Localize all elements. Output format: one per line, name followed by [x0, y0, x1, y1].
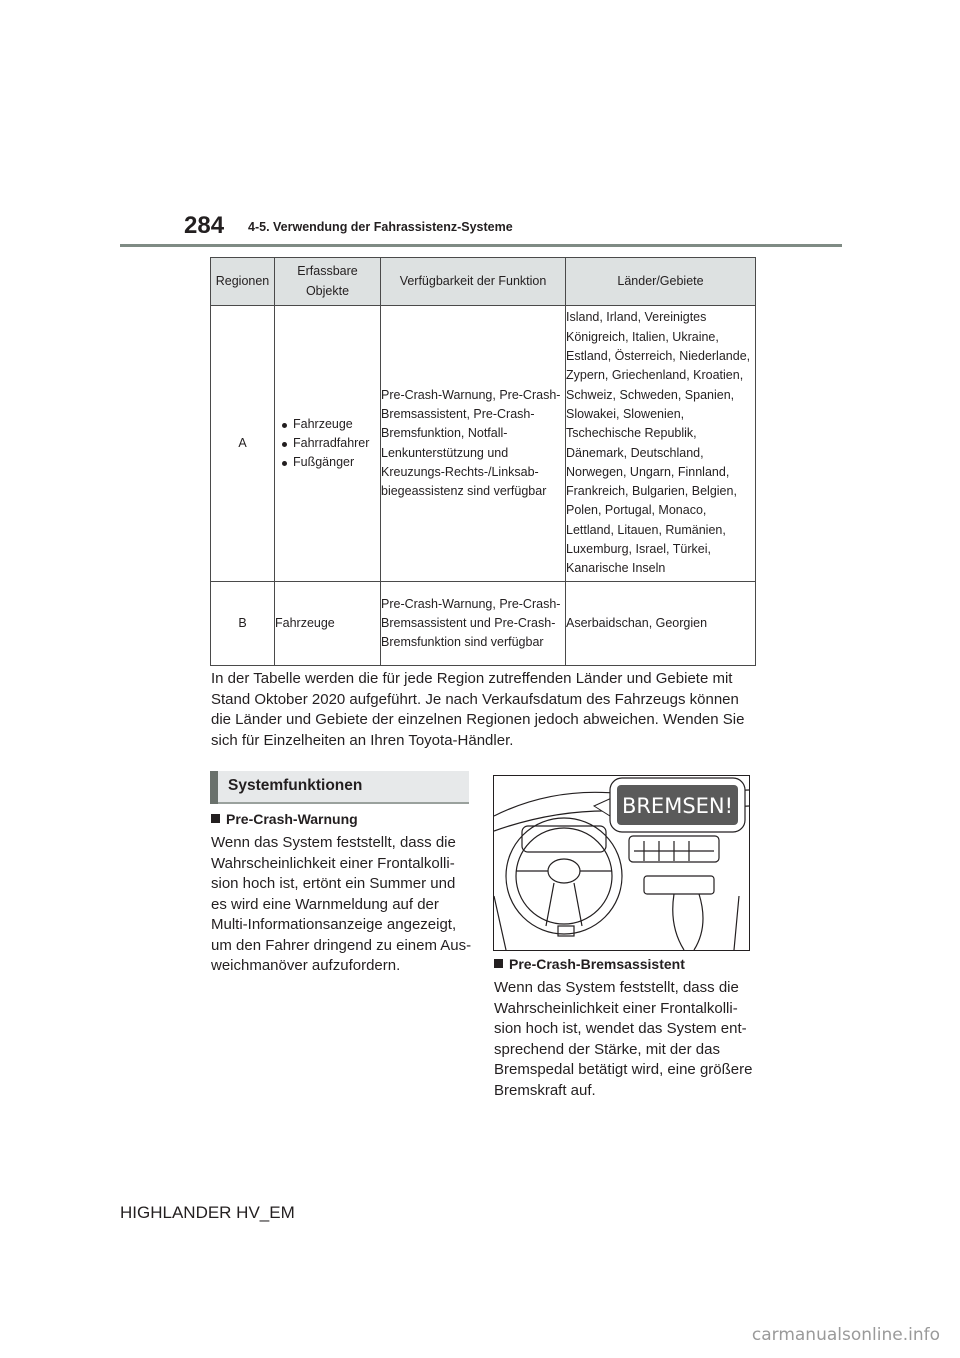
objects-list: [275, 415, 380, 473]
feature-pre-crash-warning: [211, 811, 473, 977]
function-cell: Pre-Crash-Warnung, Pre-Crash-Bremsassistent und Pre-Crash-Bremsfunktion sind verfügbar: [381, 582, 566, 666]
function-cell: Pre-Crash-Warnung, Pre-Crash-Bremsassistent, Pre-Crash-Bremsfunktion, Notfall-Lenkunterstützung und Kreuzungs-Rechts-/Linksabbiegeassistenz sind verfügbar: [381, 306, 566, 582]
feature-title-text: Pre-Crash-Warnung: [226, 811, 358, 827]
countries-cell: Aserbaidschan, Georgien: [566, 582, 756, 666]
footer-model-name: HIGHLANDER HV_EM: [120, 1203, 295, 1222]
dashboard-illustration: [493, 775, 750, 951]
feature-body: Wenn das System feststellt, dass die Wahrscheinlichkeit einer Frontalkollision hoch ist, ertönt ein Summer und es wird eine Warnmeldung auf der Multi-Informationsanzeige angezeigt, um den Fahrer dringend zu einem Ausweichmanöver aufzufordern.: [211, 834, 472, 974]
warning-display-text: BREMSEN!: [621, 794, 734, 818]
table-header-cell: Verfügbarkeit der Funktion: [381, 258, 566, 306]
table-header-row: [211, 258, 756, 306]
region-cell: B: [211, 582, 275, 666]
section-heading: [210, 771, 469, 804]
feature-title: [494, 956, 756, 972]
square-bullet-icon: [211, 814, 220, 823]
watermark: carmanualsonline.info: [751, 1325, 940, 1345]
square-bullet-icon: [494, 959, 503, 968]
table-row: [211, 306, 756, 582]
header-divider: [120, 244, 842, 247]
objects-cell: [275, 306, 381, 582]
intro-paragraph: In der Tabelle werden die für jede Region zutreffenden Länder und Gebiete mit Stand Oktober 2020 aufgeführt. Je nach Verkaufsdatum des Fahrzeugs können die Länder und Gebiete der einzelnen Regionen jedoch abweichen. Wenden Sie sich für Einzelheiten an Ihren Toyota-Händler.: [211, 670, 745, 749]
list-item: Fußgänger: [281, 453, 380, 472]
table-header-cell: Regionen: [211, 258, 275, 306]
regions-table: [210, 257, 756, 666]
list-item: Fahrzeuge: [281, 415, 380, 434]
page-number: 284: [184, 212, 225, 239]
section-heading-label: Systemfunktionen: [228, 777, 363, 794]
table-header-cell: Erfassbare Objekte: [275, 258, 381, 306]
feature-pre-crash-brake-assist: [494, 956, 756, 1101]
dashboard-drawing: [494, 776, 749, 950]
feature-body: Wenn das System feststellt, dass die Wahrscheinlichkeit einer Frontalkollision hoch ist, wendet das System entsprechend der Stärke, mit der das Bremspedal betätigt wird, eine größere Bremskraft auf.: [494, 979, 753, 1099]
region-cell: A: [211, 306, 275, 582]
countries-cell: Island, Irland, Vereinigtes Königreich, Italien, Ukraine, Estland, Österreich, Niederlande, Zypern, Griechenland, Kroatien, Schweiz, Schweden, Spanien, Slowakei, Slowenien, Tschechische Republik, Dänemark, Deutschland, Norwegen, Ungarn, Finnland, Frankreich, Bulgarien, Belgien, Polen, Portugal, Monaco, Lettland, Litauen, Rumänien, Luxemburg, Israel, Türkei, Kanarische Inseln: [566, 306, 756, 582]
table-row: [211, 582, 756, 666]
heading-accent-bar: [210, 771, 218, 804]
feature-title-text: Pre-Crash-Bremsassistent: [509, 956, 685, 972]
objects-cell: Fahrzeuge: [275, 582, 381, 666]
section-title: 4-5. Verwendung der Fahrassistenz-Systeme: [248, 220, 513, 234]
table-header-cell: Länder/Gebiete: [566, 258, 756, 306]
feature-title: [211, 811, 473, 827]
list-item: Fahrradfahrer: [281, 434, 380, 453]
